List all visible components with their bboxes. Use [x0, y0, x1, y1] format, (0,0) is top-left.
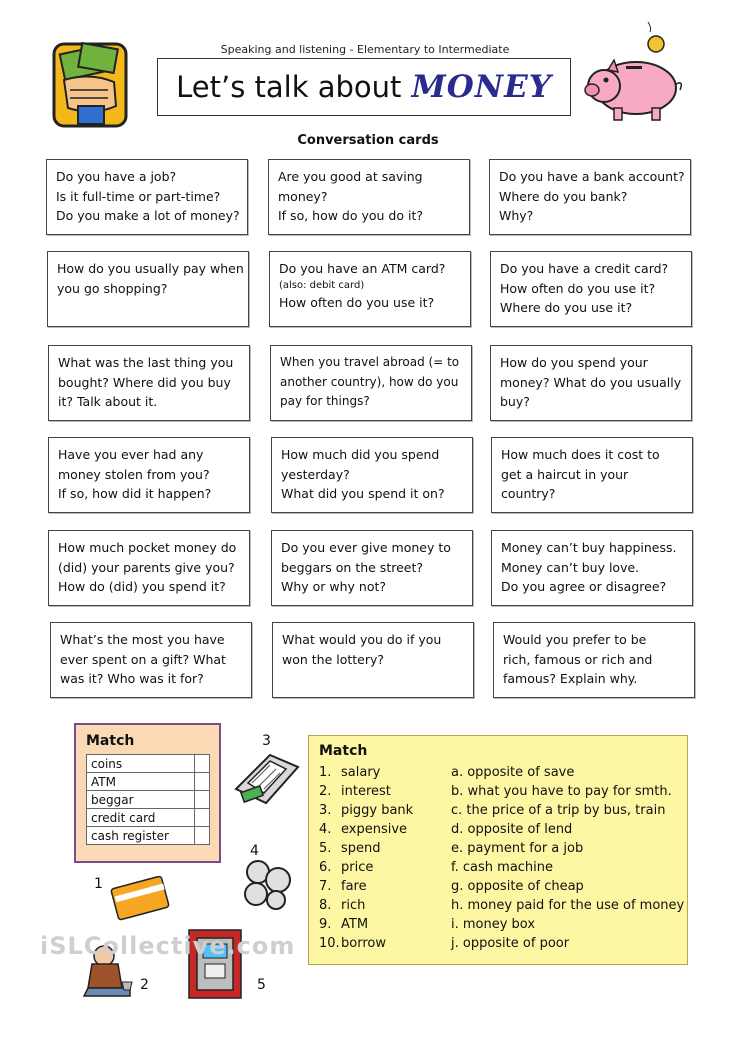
conversation-card: How much pocket money do (did) your parents give you? How do (did) you spend it? — [48, 530, 250, 606]
match-words-title: Match — [319, 743, 368, 759]
conversation-card: How do you usually pay when you go shopping? — [47, 251, 249, 327]
conversation-card: Do you have a bank account? Where do you bank? Why? — [489, 159, 691, 235]
answer-box[interactable] — [195, 773, 210, 791]
conversation-card: What would you do if you won the lottery? — [272, 622, 474, 698]
conversation-card: What was the last thing you bought? Where did you buy it? Talk about it. — [48, 345, 250, 421]
list-item: 2. interest b. what you have to pay for smth. — [319, 784, 672, 799]
credit-card-icon — [108, 876, 172, 924]
list-item: 3. piggy bank c. the price of a trip by bus, train — [319, 803, 666, 818]
list-item: 6. price f. cash machine — [319, 860, 554, 875]
subtitle: Speaking and listening - Elementary to Intermediate — [220, 43, 510, 56]
piggy-bank-illustration — [578, 14, 688, 124]
list-item: 9. ATM i. money box — [319, 917, 536, 932]
table-row: credit card — [87, 809, 210, 827]
conversation-card: Do you ever give money to beggars on the street? Why or why not? — [271, 530, 473, 606]
list-item: 7. fare g. opposite of cheap — [319, 879, 584, 894]
list-item: 4. expensive d. opposite of lend — [319, 822, 573, 837]
conversation-card: What’s the most you have ever spent on a gift? What was it? Who was it for? — [50, 622, 252, 698]
match-pictures-title: Match — [86, 733, 135, 749]
picture-number: 4 — [250, 843, 259, 859]
picture-number: 3 — [262, 733, 271, 749]
table-row: ATM — [87, 773, 210, 791]
conversation-card: How much does it cost to get a haircut in your country? — [491, 437, 693, 513]
answer-box[interactable] — [195, 827, 210, 845]
match-pictures-table — [86, 754, 210, 845]
answer-box[interactable] — [195, 755, 210, 773]
conversation-card: Have you ever had any money stolen from you? If so, how did it happen? — [48, 437, 250, 513]
conversation-card: Do you have a credit card? How often do you use it? Where do you use it? — [490, 251, 692, 327]
picture-number: 1 — [94, 876, 103, 892]
page-title: Let’s talk about — [176, 70, 402, 104]
table-row: beggar — [87, 791, 210, 809]
conversation-card: How do you spend your money? What do you usually buy? — [490, 345, 692, 421]
match-words-box — [308, 735, 688, 965]
answer-box[interactable] — [195, 809, 210, 827]
list-item: 8. rich h. money paid for the use of money — [319, 898, 685, 913]
conversation-card: Money can’t buy happiness. Money can’t buy love. Do you agree or disagree? — [491, 530, 693, 606]
conversation-card: Are you good at saving money? If so, how do you do it? — [268, 159, 470, 235]
picture-number: 5 — [257, 977, 266, 993]
money-hand-illustration — [50, 40, 130, 130]
list-item: 1. salary a. opposite of save — [319, 765, 575, 780]
title-box — [157, 58, 571, 116]
conversation-card: How much did you spend yesterday? What did you spend it on? — [271, 437, 473, 513]
coins-icon — [238, 858, 298, 910]
picture-number: 2 — [140, 977, 149, 993]
answer-box[interactable] — [195, 791, 210, 809]
match-pictures-box — [74, 723, 221, 863]
conversation-card: Do you have an ATM card? (also: debit card) How often do you use it? — [269, 251, 471, 327]
conversation-card: Do you have a job? Is it full-time or part-time? Do you make a lot of money? — [46, 159, 248, 235]
conversation-card: When you travel abroad (= to another country), how do you pay for things? — [270, 345, 472, 421]
list-item: 10.borrow j. opposite of poor — [319, 936, 570, 951]
conversation-card: Would you prefer to be rich, famous or rich and famous? Explain why. — [493, 622, 695, 698]
page-title-money: MONEY — [411, 69, 552, 105]
cash-register-icon — [230, 745, 302, 807]
section-title: Conversation cards — [297, 133, 439, 148]
table-row: coins — [87, 755, 210, 773]
list-item: 5. spend e. payment for a job — [319, 841, 584, 856]
watermark: iSLCollective.com — [40, 932, 296, 960]
table-row: cash register — [87, 827, 210, 845]
